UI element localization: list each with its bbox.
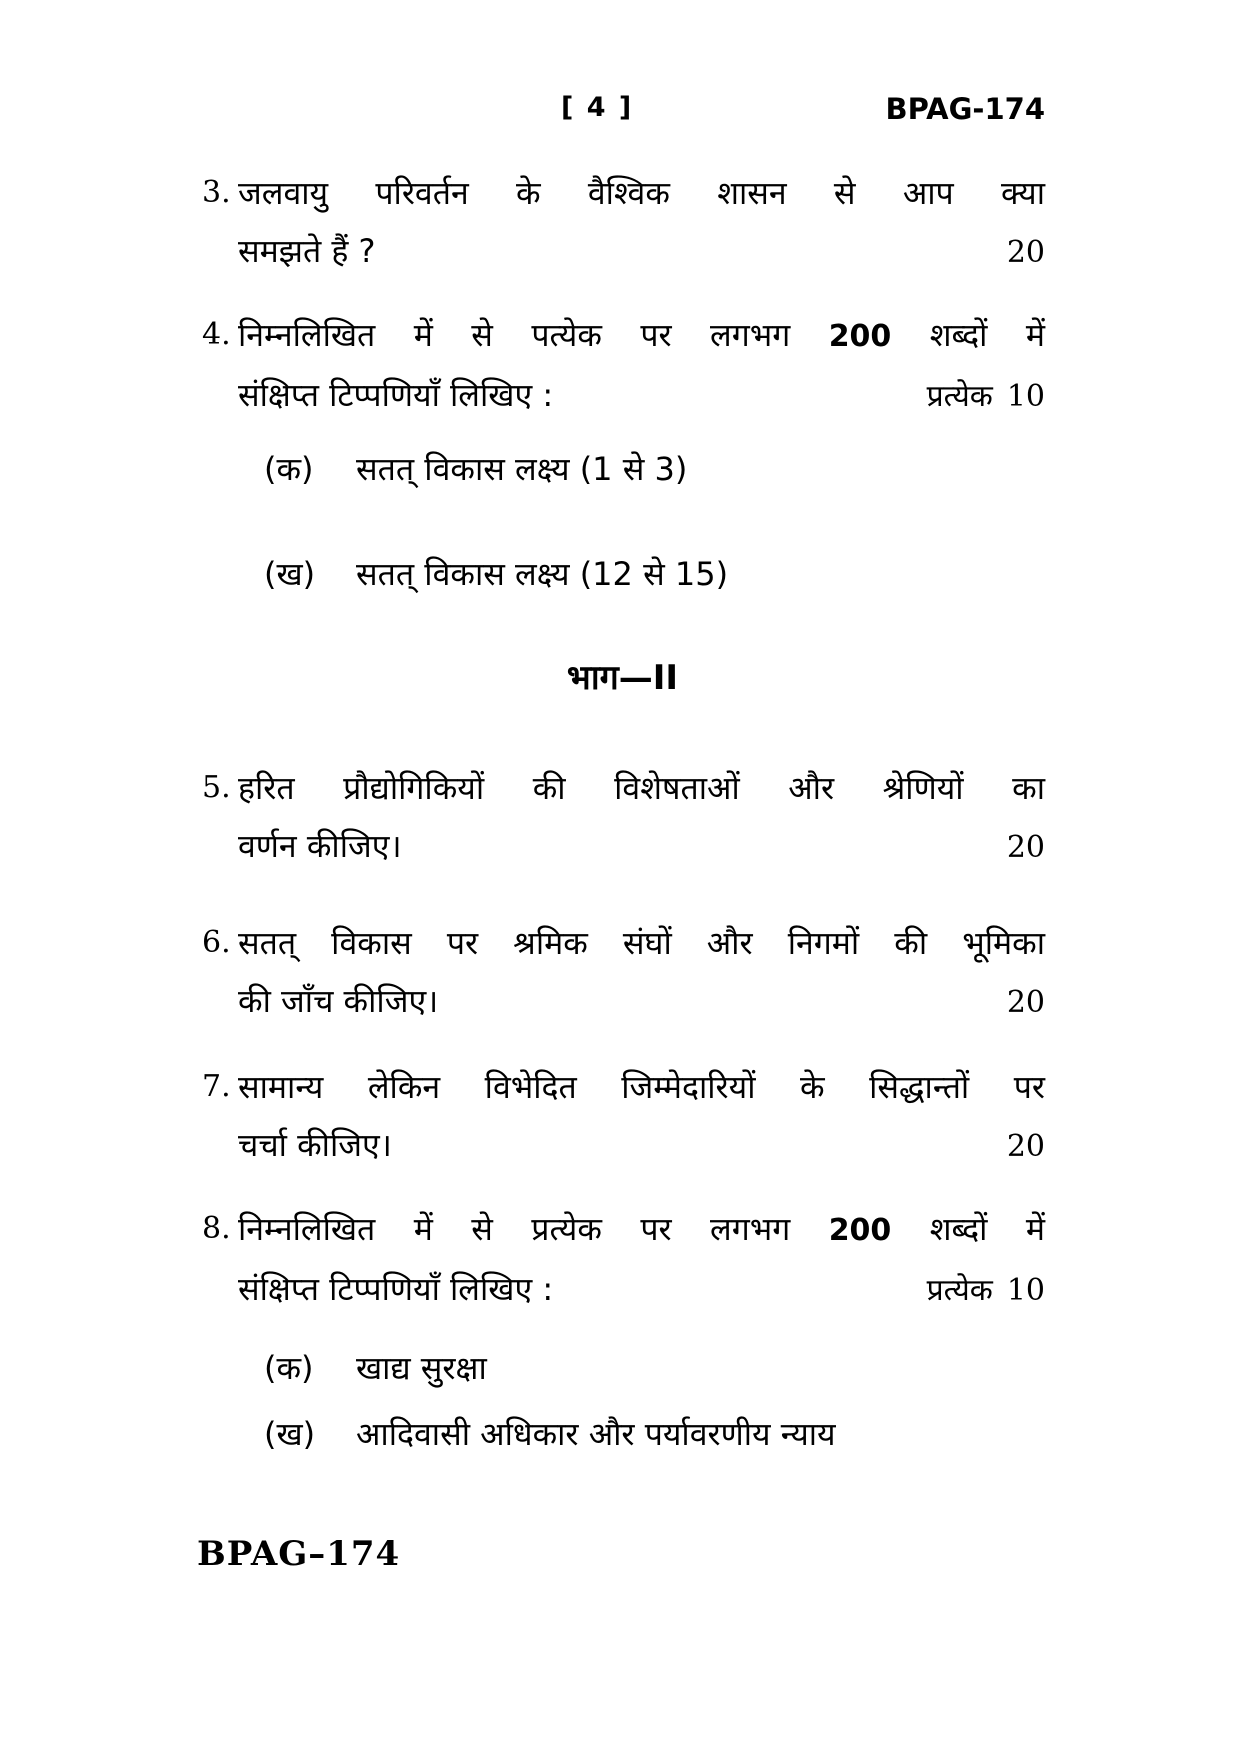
question-text-continued: संक्षिप्त टिप्पणियाँ लिखिए : (238, 1270, 554, 1308)
question-text-pre: निम्नलिखित में से पत्येक पर लगभग (238, 316, 791, 354)
question-text-line2 (238, 1116, 1045, 1176)
question-3 (200, 164, 1045, 282)
question-5 (200, 759, 1045, 877)
page-number: [ 4 ] (561, 92, 634, 123)
question-text-line1: हरित प्रौद्योगिकियों की विशेषताओं और श्रेणियों का (238, 769, 1045, 807)
question-text-pre: निम्नलिखित में से प्रत्येक पर लगभग (238, 1210, 791, 1248)
question-text-line2 (238, 366, 1045, 426)
question-text-continued: समझते हैं ? (238, 232, 376, 270)
sub-item-ka (264, 1339, 1045, 1397)
question-text-line1: जलवायु परिवर्तन के वैश्विक शासन से आप क्या (238, 174, 1045, 212)
sub-item-label: (क) (264, 1349, 314, 1387)
page-content (200, 0, 1045, 1463)
marks-group (927, 1262, 1045, 1320)
question-text-post: शब्दों में (929, 316, 1046, 354)
sub-item-text: आदिवासी अधिकार और पर्यावरणीय न्याय (356, 1415, 836, 1453)
sub-item-text: सतत् विकास लक्ष्य (1 से 3) (356, 450, 688, 488)
question-number: 7. (202, 1069, 231, 1104)
marks-value: 20 (1006, 235, 1045, 270)
question-8 (200, 1200, 1045, 1320)
question-text-post: शब्दों में (929, 1210, 1045, 1248)
marks-value: 10 (1006, 379, 1045, 414)
question-number: 3. (202, 175, 231, 210)
question-text-continued: की जाँच कीजिए। (238, 982, 439, 1020)
sub-item-text: सतत् विकास लक्ष्य (12 से 15) (356, 555, 729, 593)
question-text-continued: संक्षिप्त टिप्पणियाँ लिखिए : (238, 376, 554, 414)
sub-item-kha (264, 1405, 1045, 1463)
sub-item-label: (ख) (264, 1415, 316, 1453)
marks-value: 20 (1006, 1129, 1045, 1164)
question-text-line2 (238, 817, 1045, 877)
marks-prefix: प्रत्येक (926, 379, 993, 414)
section-heading-part-2: भाग—II (566, 658, 679, 698)
marks-prefix: प्रत्येक (926, 1273, 993, 1308)
question-number: 8. (202, 1211, 231, 1246)
sub-item-ka (264, 440, 1045, 498)
marks-value: 10 (1006, 1273, 1045, 1308)
question-text-continued: चर्चा कीजिए। (238, 1126, 392, 1164)
question-4 (200, 306, 1045, 426)
question-number: 5. (202, 770, 231, 805)
question-text-line1: सतत् विकास पर श्रमिक संघों और निगमों की भूमिका (238, 924, 1045, 962)
question-text-line1: सामान्य लेकिन विभेदित जिम्मेदारियों के सिद्धान्तों पर (238, 1068, 1045, 1106)
sub-item-label: (ख) (264, 555, 316, 593)
question-7 (200, 1058, 1045, 1176)
sub-item-text: खाद्य सुरक्षा (356, 1349, 487, 1387)
word-count: 200 (828, 1213, 892, 1248)
question-number: 4. (202, 317, 231, 352)
sub-item-label: (क) (264, 450, 314, 488)
question-text-continued: वर्णन कीजिए। (238, 827, 402, 865)
marks-value: 20 (1006, 830, 1045, 865)
question-text-line1 (238, 306, 1045, 366)
marks-group (927, 368, 1045, 426)
question-text-line2 (238, 1260, 1045, 1320)
page-header (200, 92, 1045, 126)
question-6 (200, 914, 1045, 1032)
question-text-line2 (238, 222, 1045, 282)
question-text-line1 (238, 1200, 1045, 1260)
paper-code-header: BPAG-174 (885, 92, 1045, 126)
footer-paper-code: BPAG–174 (197, 1534, 401, 1574)
marks-value: 20 (1006, 985, 1045, 1020)
sub-item-kha (264, 545, 1045, 603)
question-text-line2 (238, 972, 1045, 1032)
word-count: 200 (828, 319, 892, 354)
question-number: 6. (202, 925, 231, 960)
